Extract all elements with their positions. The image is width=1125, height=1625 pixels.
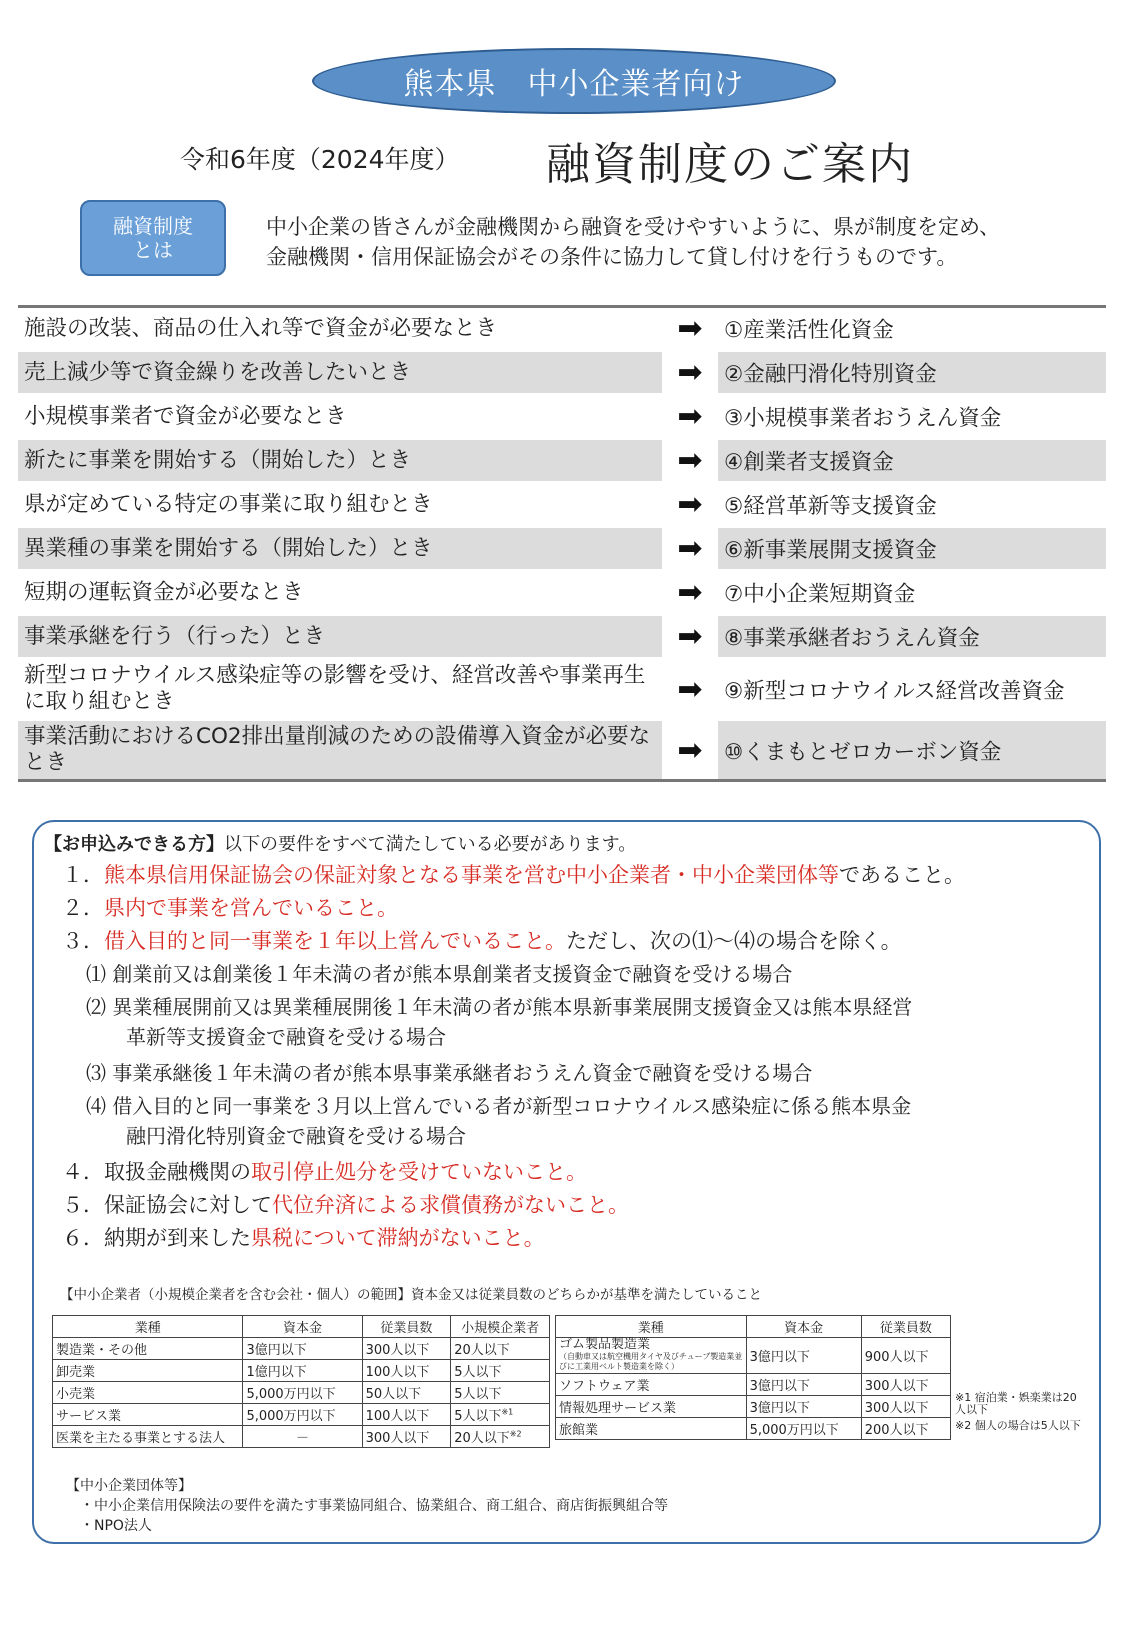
arrow-right-icon: ➡ <box>677 732 703 768</box>
fund-name: ⑧事業承継者おうえん資金 <box>718 616 1106 657</box>
table-cell <box>451 1404 550 1426</box>
sme-table-general <box>52 1315 550 1448</box>
requirement-4 <box>62 1157 587 1187</box>
item-pre: 納期が到来した <box>104 1226 251 1250</box>
fund-list <box>18 305 1106 782</box>
footnote-text: 宿泊業・娯楽業は20人以下 <box>955 1391 1077 1416</box>
table-row <box>556 1338 951 1374</box>
item-tail: であること。 <box>839 863 965 887</box>
footnote-text: 個人の場合は5人以下 <box>974 1419 1081 1432</box>
requirement-5 <box>62 1190 629 1220</box>
title-banner: 熊本県 中小企業者向け <box>312 48 836 114</box>
footnote-mark: ※2 <box>509 1429 522 1439</box>
table-row <box>53 1404 550 1426</box>
fund-name: ②金融円滑化特別資金 <box>718 352 1106 393</box>
requirement-6 <box>62 1223 545 1253</box>
table-header: 資本金 <box>746 1316 861 1338</box>
exception-1: ⑴ 創業前又は創業後１年未満の者が熊本県創業者支援資金で融資を受ける場合 <box>86 962 793 986</box>
table-cell: 3億円以下 <box>243 1338 362 1360</box>
footnote-1 <box>955 1392 1085 1416</box>
fund-name: ⑨新型コロナウイルス経営改善資金 <box>724 678 1065 704</box>
cell-note: （自動車又は航空機用タイヤ及びチューブ製造業並びに工業用ベルト製造業を除く） <box>559 1352 743 1371</box>
table-row <box>53 1426 550 1448</box>
table-cell: 100人以下 <box>362 1404 451 1426</box>
table-cell: 3億円以下 <box>746 1338 861 1374</box>
exception-3: ⑶ 事業承継後１年未満の者が熊本県事業承継者おうえん資金で融資を受ける場合 <box>86 1061 813 1085</box>
table-cell: 900人以下 <box>861 1338 950 1374</box>
intro-line2: 金融機関・信用保証協会がその条件に協力して貸し付けを行うものです。 <box>266 245 958 269</box>
fund-row <box>18 308 1106 349</box>
fund-condition: 県が定めている特定の事業に取り組むとき <box>24 491 433 517</box>
arrow-right-icon: ➡ <box>677 619 703 654</box>
highlight-text: 取引停止処分を受けていないこと。 <box>251 1160 587 1184</box>
fund-row <box>18 616 1106 657</box>
sme-groups <box>66 1476 668 1536</box>
highlight-text: 県税について滞納がないこと。 <box>251 1226 545 1250</box>
table-header: 小規模企業者 <box>451 1316 550 1338</box>
cell-value: ゴム製品製造業 <box>559 1337 651 1352</box>
fund-condition: 事業承継を行う（行った）とき <box>18 616 662 657</box>
item-number: ４． <box>62 1160 104 1184</box>
fund-name: ⑦中小企業短期資金 <box>724 582 916 607</box>
requirement-1 <box>62 860 965 890</box>
table-row <box>556 1396 951 1418</box>
exception-2a: ⑵ 異業種展開前又は異業種展開後１年未満の者が熊本県新事業展開支援資金又は熊本県経営 <box>86 995 913 1019</box>
list-item: ・NPO法人 <box>80 1518 152 1534</box>
item-pre: 保証協会に対して <box>104 1193 272 1217</box>
table-header: 従業員数 <box>362 1316 451 1338</box>
highlight-text: 代位弁済による求償債務がないこと。 <box>272 1193 629 1217</box>
table-cell: － <box>243 1426 362 1448</box>
fund-row <box>18 352 1106 393</box>
page-title: 融資制度のご案内 <box>546 139 914 190</box>
highlight-text: 借入目的と同一事業を１年以上営んでいること。 <box>104 929 566 953</box>
table-cell: 3億円以下 <box>746 1396 861 1418</box>
arrow-right-icon: ➡ <box>677 671 703 707</box>
table-cell: 情報処理サービス業 <box>556 1396 747 1418</box>
table-cell: 300人以下 <box>861 1396 950 1418</box>
what-is-line1: 融資制度 <box>113 214 193 238</box>
item-number: ３． <box>62 929 104 953</box>
table-cell: 100人以下 <box>362 1360 451 1382</box>
table-row <box>53 1382 550 1404</box>
fund-condition: 新たに事業を開始する（開始した）とき <box>18 440 662 481</box>
exception-4b: 融円滑化特別資金で融資を受ける場合 <box>126 1124 466 1148</box>
table-cell: 小売業 <box>53 1382 243 1404</box>
table-header: 業種 <box>556 1316 747 1338</box>
list-item: ・中小企業信用保険法の要件を満たす事業協同組合、協業組合、商工組合、商店街振興組合等 <box>80 1498 668 1514</box>
table-cell: 卸売業 <box>53 1360 243 1382</box>
requirements-heading-note: 以下の要件をすべて満たしている必要があります。 <box>224 834 637 855</box>
table-row <box>53 1338 550 1360</box>
table-row <box>556 1374 951 1396</box>
table-cell: 5,000万円以下 <box>746 1418 861 1440</box>
table-cell: 5人以下 <box>451 1360 550 1382</box>
footnote-mark: ※1 <box>955 1391 972 1404</box>
exception-4a: ⑷ 借入目的と同一事業を３月以上営んでいる者が新型コロナウイルス感染症に係る熊本県金 <box>86 1094 912 1118</box>
arrow-right-icon: ➡ <box>677 355 703 390</box>
fund-row <box>18 484 1106 525</box>
fund-name: ⑤経営革新等支援資金 <box>724 494 937 519</box>
table-cell: 旅館業 <box>556 1418 747 1440</box>
table-header: 従業員数 <box>861 1316 950 1338</box>
arrow-right-icon: ➡ <box>677 311 703 346</box>
footnote-mark: ※1 <box>501 1407 514 1417</box>
arrow-right-icon: ➡ <box>677 575 703 610</box>
requirements-heading-label: 【お申込みできる方】 <box>44 834 224 855</box>
intro-line1: 中小企業の皆さんが金融機関から融資を受けやすいように、県が制度を定め、 <box>266 215 1001 239</box>
table-cell: 製造業・その他 <box>53 1338 243 1360</box>
item-number: ６． <box>62 1226 104 1250</box>
table-header: 業種 <box>53 1316 243 1338</box>
table-cell: ソフトウェア業 <box>556 1374 747 1396</box>
table-cell: 5人以下 <box>451 1382 550 1404</box>
fund-condition: 小規模事業者で資金が必要なとき <box>24 403 347 429</box>
table-cell <box>451 1426 550 1448</box>
what-is-line2: とは <box>133 238 173 262</box>
scope-title: 【中小企業者（小規模企業者を含む会社・個人）の範囲】資本金又は従業員数のどちらかが基準を満たしていること <box>60 1287 762 1303</box>
arrow-right-icon: ➡ <box>677 531 703 566</box>
arrow-right-icon: ➡ <box>677 487 703 522</box>
fund-row <box>18 660 1106 718</box>
intro-text <box>266 212 1000 272</box>
fund-condition: 異業種の事業を開始する（開始した）とき <box>18 528 662 569</box>
fund-row <box>18 528 1106 569</box>
table-cell: サービス業 <box>53 1404 243 1426</box>
fund-name: ⑥新事業展開支援資金 <box>718 528 1106 569</box>
item-number: ２． <box>62 896 104 920</box>
table-cell: 3億円以下 <box>746 1374 861 1396</box>
requirement-2 <box>62 893 398 923</box>
fund-condition: 事業活動におけるCO2排出量削減のための設備導入資金が必要なとき <box>18 721 662 779</box>
fund-row <box>18 572 1106 613</box>
highlight-text: 熊本県信用保証協会の保証対象となる事業を営む中小企業者・中小企業団体等 <box>104 863 839 887</box>
fund-name: ③小規模事業者おうえん資金 <box>724 406 1002 431</box>
fund-name: ①産業活性化資金 <box>724 318 894 343</box>
fund-condition: 売上減少等で資金繰りを改善したいとき <box>18 352 662 393</box>
fund-condition: 短期の運転資金が必要なとき <box>24 579 304 605</box>
fund-row <box>18 396 1106 437</box>
footnote-mark: ※2 <box>955 1419 972 1432</box>
item-tail: ただし、次の⑴～⑷の場合を除く。 <box>566 929 902 953</box>
item-number: １． <box>62 863 104 887</box>
table-cell: 300人以下 <box>861 1374 950 1396</box>
table-cell: 200人以下 <box>861 1418 950 1440</box>
table-cell: 医業を主たる事業とする法人 <box>53 1426 243 1448</box>
arrow-right-icon: ➡ <box>677 443 703 478</box>
fund-condition: 施設の改装、商品の仕入れ等で資金が必要なとき <box>24 315 498 341</box>
fund-name: ⑩くまもとゼロカーボン資金 <box>718 721 1106 779</box>
footnote-2 <box>955 1420 1085 1432</box>
fiscal-year-subtitle: 令和6年度（2024年度） <box>180 145 460 174</box>
table-row <box>53 1360 550 1382</box>
cell-value: 20人以下 <box>454 1431 510 1446</box>
table-cell: 5,000万円以下 <box>243 1382 362 1404</box>
what-is-label <box>80 200 226 276</box>
arrow-right-icon: ➡ <box>677 399 703 434</box>
table-cell: 20人以下 <box>451 1338 550 1360</box>
fund-condition: 新型コロナウイルス感染症等の影響を受け、経営改善や事業再生に取り組むとき <box>24 663 646 714</box>
sme-table-special <box>555 1315 951 1440</box>
table-cell <box>556 1338 747 1374</box>
table-row <box>556 1418 951 1440</box>
fund-row <box>18 721 1106 779</box>
highlight-text: 県内で事業を営んでいること。 <box>104 896 398 920</box>
sme-groups-title: 【中小企業団体等】 <box>66 1478 192 1494</box>
item-number: ５． <box>62 1193 104 1217</box>
table-cell: 300人以下 <box>362 1338 451 1360</box>
cell-value: 5人以下 <box>454 1409 502 1424</box>
table-cell: 300人以下 <box>362 1426 451 1448</box>
fund-row <box>18 440 1106 481</box>
table-cell: 50人以下 <box>362 1382 451 1404</box>
item-pre: 取扱金融機関の <box>104 1160 251 1184</box>
table-header: 資本金 <box>243 1316 362 1338</box>
fund-name: ④創業者支援資金 <box>718 440 1106 481</box>
exception-2b: 革新等支援資金で融資を受ける場合 <box>126 1025 446 1049</box>
table-cell: 1億円以下 <box>243 1360 362 1382</box>
requirements-heading <box>44 830 636 856</box>
table-cell: 5,000万円以下 <box>243 1404 362 1426</box>
requirement-3 <box>62 926 902 956</box>
